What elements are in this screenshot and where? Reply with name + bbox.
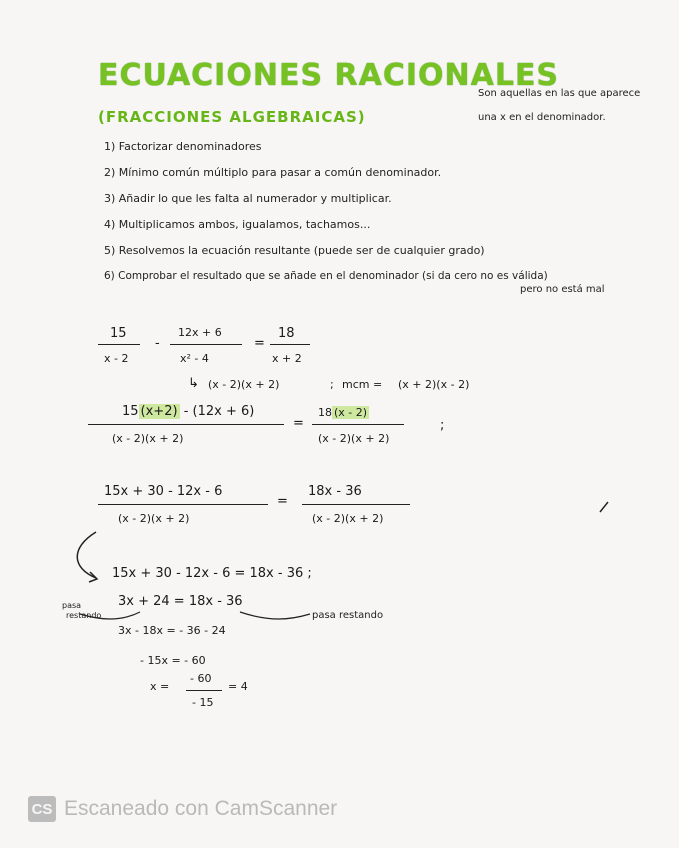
step-6-continuation: pero no está mal xyxy=(520,284,605,295)
pasa-right: pasa restando xyxy=(312,610,384,621)
eq2-den-left: (x - 2)(x + 2) xyxy=(112,432,184,445)
eq1-num2: 12x + 6 xyxy=(178,326,222,339)
pasa-left-arrow xyxy=(80,612,140,619)
eq8-den: - 15 xyxy=(192,696,214,709)
step-2: 2) Mínimo común múltiplo para pasar a común denominador. xyxy=(104,166,442,179)
eq3-num-left: 15x + 30 - 12x - 6 xyxy=(104,484,223,499)
step-4: 4) Multiplicamos ambos, igualamos, tachamos... xyxy=(104,218,371,231)
eq2-equals: = xyxy=(293,416,304,431)
mcm-value: (x + 2)(x - 2) xyxy=(398,378,470,391)
eq8-result: = 4 xyxy=(228,680,248,693)
definition-line-2: una x en el denominador. xyxy=(478,112,606,123)
page-subtitle: (FRACCIONES ALGEBRAICAS) xyxy=(98,108,366,126)
eq1-equals: = xyxy=(254,336,265,351)
eq8-lhs: x = xyxy=(150,680,170,693)
pasa-right-arrow xyxy=(240,612,310,619)
factor-arrow: ↳ xyxy=(188,376,199,391)
step-3: 3) Añadir lo que les falta al numerador y multiplicar. xyxy=(104,192,392,205)
pasa-left-1: pasa xyxy=(62,601,82,610)
eq3-den-right: (x - 2)(x + 2) xyxy=(312,512,384,525)
step-6: 6) Comprobar el resultado que se añade en el denominador (si da cero no es válida) xyxy=(104,270,548,282)
watermark-text: Escaneado con CamScanner xyxy=(64,797,338,820)
eq2-den-right: (x - 2)(x + 2) xyxy=(318,432,390,445)
eq7: - 15x = - 60 xyxy=(140,654,206,667)
eq4: 15x + 30 - 12x - 6 = 18x - 36 ; xyxy=(112,566,312,581)
stray-mark xyxy=(600,502,608,512)
eq1-den1: x - 2 xyxy=(104,352,129,365)
eq2-num-left-highlight: (x+2) xyxy=(140,404,178,419)
step-1: 1) Factorizar denominadores xyxy=(104,140,262,153)
curved-arrow xyxy=(77,532,96,578)
camscanner-watermark xyxy=(28,796,337,822)
factored-denominator: (x - 2)(x + 2) xyxy=(208,378,280,391)
step-5: 5) Resolvemos la ecuación resultante (puede ser de cualquier grado) xyxy=(104,244,485,257)
eq2-num-left-coef: 15 xyxy=(122,404,139,419)
eq2-separator: ; xyxy=(440,418,445,433)
eq1-op1: - xyxy=(155,336,160,351)
eq8-num: - 60 xyxy=(190,672,212,685)
eq6: 3x - 18x = - 36 - 24 xyxy=(118,624,226,637)
eq3-den-left: (x - 2)(x + 2) xyxy=(118,512,190,525)
mcm-label: mcm = xyxy=(342,378,383,391)
eq3-equals: = xyxy=(277,494,288,509)
camscanner-logo-icon: CS xyxy=(28,796,56,822)
eq2-num-right-highlight: (x - 2) xyxy=(334,406,368,419)
eq2-num-left-rest: - (12x + 6) xyxy=(183,404,255,419)
eq1-num1: 15 xyxy=(110,326,127,341)
eq1-num3: 18 xyxy=(278,326,295,341)
factor-separator: ; xyxy=(330,378,334,391)
eq1-den3: x + 2 xyxy=(272,352,302,365)
page-title: ECUACIONES RACIONALES xyxy=(98,58,560,93)
eq5: 3x + 24 = 18x - 36 xyxy=(118,594,243,609)
definition-line-1: Son aquellas en las que aparece xyxy=(478,88,641,99)
eq3-num-right: 18x - 36 xyxy=(308,484,362,499)
pasa-left-2: restando xyxy=(66,611,102,620)
eq2-num-right-coef: 18 xyxy=(318,406,332,419)
eq1-den2: x² - 4 xyxy=(180,352,209,365)
